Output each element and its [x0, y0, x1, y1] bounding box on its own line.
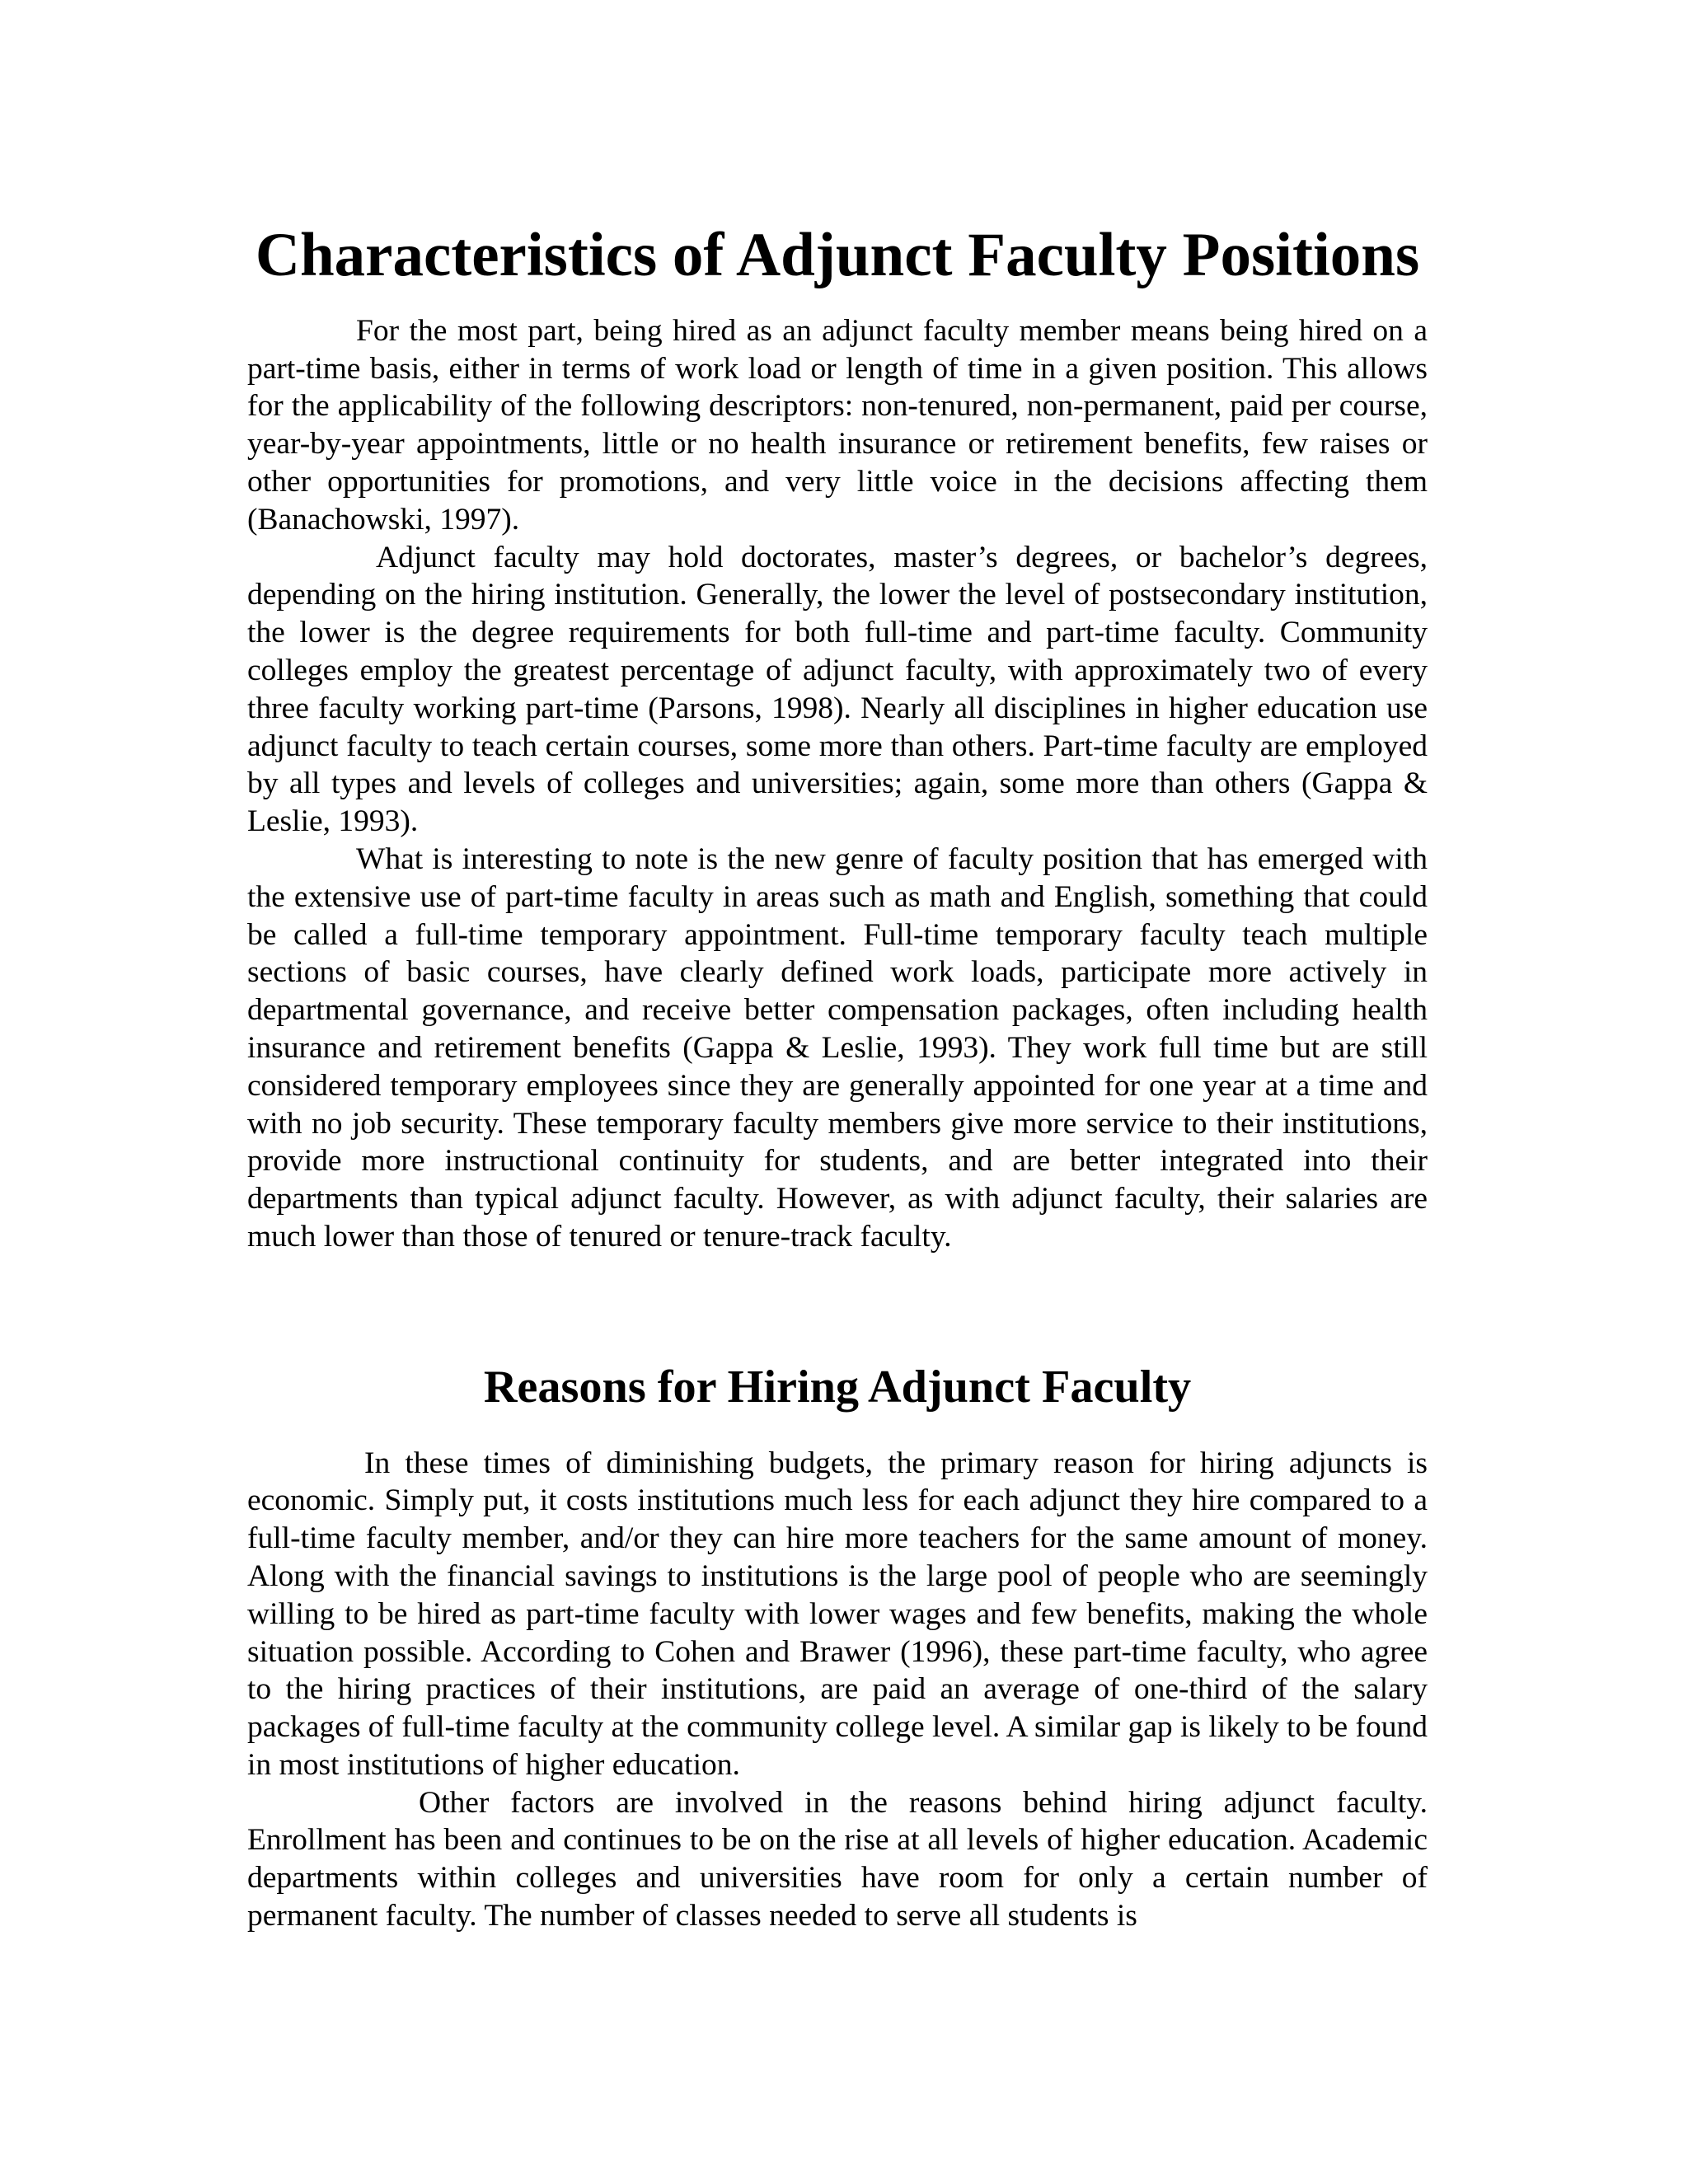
paragraph: In these times of diminishing budgets, the primary reason for hiring adjuncts is economic. Simply put, it costs institutions much less for each adjunct they hire compared to a full-time faculty member, and/or they can hire more teachers for the same amount of money. Along with the financial savings to institutions is the large pool of people who are seemingly willing to be hired as part-time faculty with lower wages and few benefits, making the whole situation possible. According to Cohen and Brawer (1996), these part-time faculty, who agree to the hiring practices of their institutions, are paid an average of one-third of the salary packages of full-time faculty at the community college level. A similar gap is likely to be found in most institutions of higher education. [247, 1446, 1428, 1782]
paragraph: Other factors are involved in the reasons behind hiring adjunct faculty. Enrollment has been and continues to be on the rise at all levels of higher education. Academic departments within colleges and universities have room for only a certain number of permanent faculty. The number of classes needed to serve all students is [247, 1785, 1428, 1933]
paragraph: For the most part, being hired as an adjunct faculty member means being hired on a part-time basis, either in terms of work load or length of time in a given position. This allows for the applicability of the following descriptors: non-tenured, non-permanent, paid per course, year-by-year appointments, little or no health insurance or retirement benefits, few raises or other opportunities for promotions, and very little voice in the decisions affecting them (Banachowski, 1997). [247, 313, 1428, 537]
paragraph: Adjunct faculty may hold doctorates, master’s degrees, or bachelor’s degrees, depending on the hiring institution. Generally, the lower the level of postsecondary institution, the lower is the degree requirements for both full-time and part-time faculty. Community colleges employ the greatest percentage of adjunct faculty, with approximately two of every three faculty working part-time (Parsons, 1998). Nearly all disciplines in higher education use adjunct faculty to teach certain courses, some more than others. Part-time faculty are employed by all types and levels of colleges and universities; again, some more than others (Gappa & Leslie, 1993). [247, 540, 1428, 839]
section-heading: Reasons for Hiring Adjunct Faculty [483, 1361, 1192, 1413]
paragraph: What is interesting to note is the new genre of faculty position that has emerged with the extensive use of part-time faculty in areas such as math and English, something that could be called a full-time temporary appointment. Full-time temporary faculty teach multiple sections of basic courses, have clearly defined work loads, participate more actively in departmental governance, and receive better compensation packages, often including health insurance and retirement benefits (Gappa & Leslie, 1993). They work full time but are still considered temporary employees since they are generally appointed for one year at a time and with no job security. These temporary faculty members give more service to their institutions, provide more instructional continuity for students, and are better integrated into their departments than typical adjunct faculty. However, as with adjunct faculty, their salaries are much lower than those of tenured or tenure-track faculty. [247, 841, 1428, 1254]
section-characteristics [247, 221, 1428, 1256]
section-heading: Characteristics of Adjunct Faculty Positions [255, 221, 1420, 289]
document-page [247, 221, 1428, 1935]
section-reasons [247, 1361, 1428, 1935]
